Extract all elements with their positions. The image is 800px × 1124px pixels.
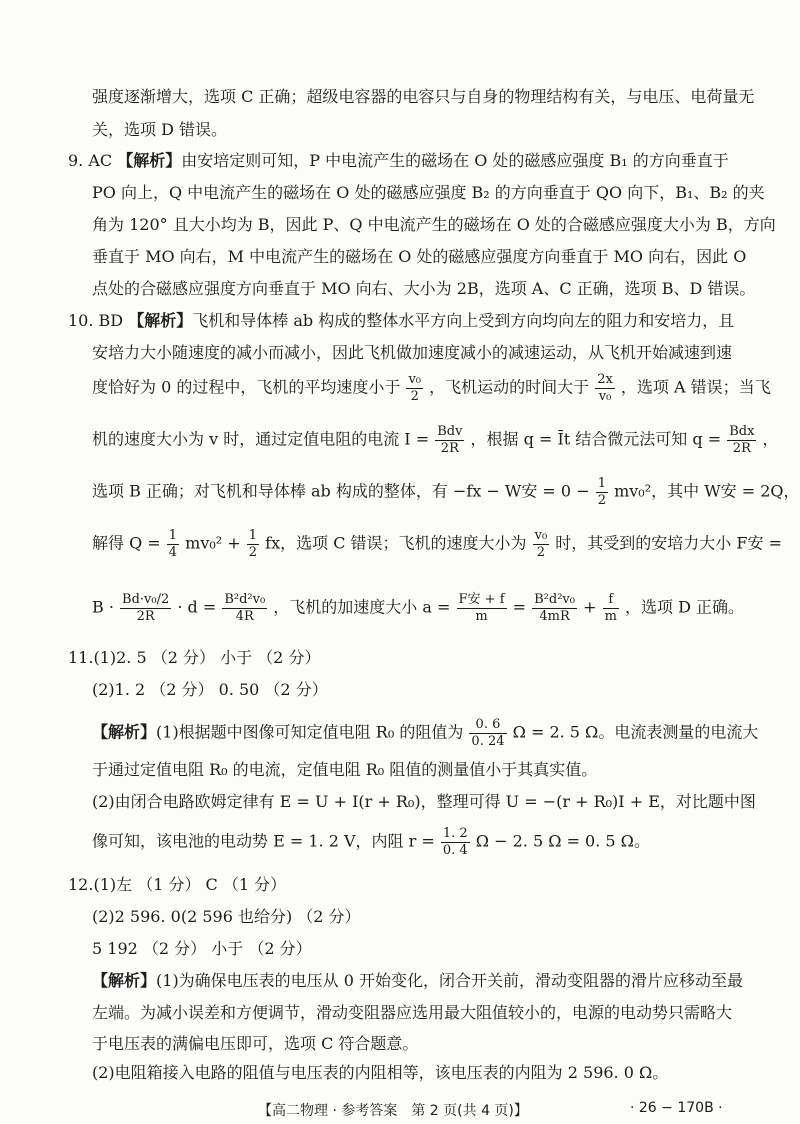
fraction: $\frac{1}{4}$ bbox=[168, 528, 178, 560]
formula-line bbox=[92, 476, 800, 508]
text: ， bbox=[762, 429, 779, 449]
fraction: $\frac{\text{B²d²v₀}}{4mR}$ bbox=[534, 592, 575, 624]
text-line: 角为 120° 且大小均为 B，因此 P、Q 中电流产生的磁场在 O 处的合磁感应强度大小为 B，方向 bbox=[92, 215, 776, 234]
answer: 5 192 （2 分） 小于 （2 分） bbox=[92, 939, 312, 958]
text: · d = bbox=[177, 597, 217, 617]
q11-line bbox=[68, 645, 320, 668]
formula-line bbox=[92, 528, 782, 560]
formula-line bbox=[92, 592, 744, 624]
answer: (1)左 （1 分） C （1 分） bbox=[93, 875, 287, 894]
analysis-tag: 【解析】 bbox=[117, 151, 182, 170]
question-number: 11. bbox=[68, 648, 94, 667]
text: ，飞机的加速度大小 a = bbox=[273, 597, 451, 617]
formula-line bbox=[92, 372, 771, 404]
fraction: $\frac{\text{Bd·v₀/2}}{2R}$ bbox=[122, 592, 170, 624]
fraction: $\frac{f}{m}$ bbox=[604, 592, 617, 624]
answer: (2)2 596. 0(2 596 也给分) （2 分） bbox=[92, 907, 361, 926]
footer-code: · 26 − 170B · bbox=[630, 1100, 723, 1116]
text: (1)根据题中图像可知定值电阻 R₀ 的阻值为 bbox=[156, 722, 464, 742]
text: fx，选项 C 错误；飞机的速度大小为 bbox=[265, 533, 527, 553]
formula-line bbox=[92, 717, 758, 749]
fraction: $\frac{\text{v₀}}{2}$ bbox=[408, 372, 422, 404]
text: (1)为确保电压表的电压从 0 开始变化，闭合开关前，滑动变阻器的滑片应移动至最 bbox=[156, 971, 744, 990]
text: = bbox=[512, 597, 527, 617]
text: 由安培定则可知，P 中电流产生的磁场在 O 处的磁感应强度 B₁ 的方向垂直于 bbox=[181, 151, 729, 170]
text: ，根据 q = Īt 结合微元法可知 q = bbox=[470, 429, 722, 449]
text-line: 左端。为减小误差和方便调节，滑动变阻器应选用最大阻值较小的，电源的电动势只需略大 bbox=[92, 1003, 733, 1022]
analysis-tag: 【解析】 bbox=[92, 722, 157, 742]
fraction: $\frac{0. 6}{0. 24}$ bbox=[471, 717, 505, 749]
text: B · bbox=[92, 597, 114, 617]
fraction: $\frac{1. 2}{0. 4}$ bbox=[442, 826, 468, 858]
text: 解得 Q = bbox=[92, 533, 161, 553]
q9-line bbox=[68, 148, 729, 171]
formula-line bbox=[92, 424, 779, 456]
text-line: 于通过定值电阻 R₀ 的电流，定值电阻 R₀ 阻值的测量值小于其真实值。 bbox=[92, 760, 598, 779]
formula-line bbox=[92, 826, 650, 858]
text-line: (2)由闭合电路欧姆定律有 E = U + I(r + R₀)，整理可得 U = −(r + R₀)I + E，对比题中图 bbox=[92, 792, 756, 811]
text: 选项 B 正确；对飞机和导体棒 ab 构成的整体，有 −fx − W安 = 0 − bbox=[92, 481, 590, 501]
fraction: $\frac{\text{v₀}}{2}$ bbox=[534, 528, 548, 560]
question-number: 12. bbox=[68, 875, 94, 894]
text: mv₀² + bbox=[185, 533, 241, 553]
answer: (2)1. 2 （2 分） 0. 50 （2 分） bbox=[92, 680, 328, 699]
fraction: $\frac{1}{2}$ bbox=[248, 528, 258, 560]
text-line: PO 向上，Q 中电流产生的磁场在 O 处的磁感应强度 B₂ 的方向垂直于 QO 向下，B₁、B₂ 的夹 bbox=[92, 183, 765, 202]
text: ，选项 D 正确。 bbox=[624, 597, 744, 617]
text: ，飞机运动的时间大于 bbox=[429, 377, 590, 397]
analysis-line bbox=[92, 968, 743, 991]
text: 机的速度大小为 v 时，通过定值电阻的电流 I = bbox=[92, 429, 430, 449]
fraction: Bdx 2R bbox=[729, 424, 755, 456]
text: 飞机和导体棒 ab 构成的整体水平方向上受到方向均向左的阻力和安培力，且 bbox=[192, 311, 735, 330]
q12-line bbox=[68, 872, 286, 895]
question-number: 10. BD bbox=[68, 311, 124, 330]
text: 像可知，该电池的电动势 E = 1. 2 V，内阻 r = bbox=[92, 831, 435, 851]
text: 度恰好为 0 的过程中，飞机的平均速度小于 bbox=[92, 377, 401, 397]
fraction: Bdv 2R bbox=[437, 424, 463, 456]
text: Ω − 2. 5 Ω = 0. 5 Ω。 bbox=[475, 831, 650, 851]
answer: (1)2. 5 （2 分） 小于 （2 分） bbox=[93, 648, 321, 667]
text-line: 关，选项 D 错误。 bbox=[92, 120, 228, 139]
text: 时，其受到的安培力大小 F安 = bbox=[555, 533, 782, 553]
fraction: $\frac{2x}{\text{v₀}}$ bbox=[597, 372, 613, 404]
fraction: $\frac{1}{2}$ bbox=[597, 476, 606, 508]
text: mv₀²，其中 W安 = 2Q， bbox=[614, 481, 800, 501]
text-line: 于电压表的满偏电压即可，选项 C 符合题意。 bbox=[92, 1034, 419, 1053]
analysis-tag: 【解析】 bbox=[128, 311, 193, 330]
analysis-tag: 【解析】 bbox=[92, 971, 157, 990]
text-line: (2)电阻箱接入电路的阻值与电压表的内阻相等，该电压表的内阻为 2 596. 0 Ω。 bbox=[92, 1063, 669, 1082]
question-number: 9. AC bbox=[68, 151, 113, 170]
text-line: 垂直于 MO 向右，M 中电流产生的磁场在 O 处的磁感应强度方向垂直于 MO 向右，因此 O bbox=[92, 247, 747, 266]
fraction: $\frac{\text{B²d²v₀}}{4R}$ bbox=[224, 592, 266, 624]
page-footer: 【高二物理 · 参考答案 第 2 页(共 4 页)】 bbox=[258, 1103, 528, 1119]
text-line: 强度逐渐增大，选项 C 正确；超级电容器的电容只与自身的物理结构有关，与电压、电荷量无 bbox=[92, 87, 755, 106]
q10-line bbox=[68, 308, 734, 331]
fraction: F安 + f m bbox=[458, 592, 505, 624]
text: ，选项 A 错误；当飞 bbox=[620, 377, 771, 397]
text: Ω = 2. 5 Ω。电流表测量的电流大 bbox=[512, 722, 759, 742]
text-line: 安培力大小随速度的减小而减小，因此飞机做加速度减小的减速运动，从飞机开始减速到速 bbox=[92, 343, 733, 362]
text-line: 点处的合磁感应强度方向垂直于 MO 向右、大小为 2B，选项 A、C 正确，选项 B、D 错误。 bbox=[92, 279, 756, 298]
text: + bbox=[583, 597, 597, 617]
